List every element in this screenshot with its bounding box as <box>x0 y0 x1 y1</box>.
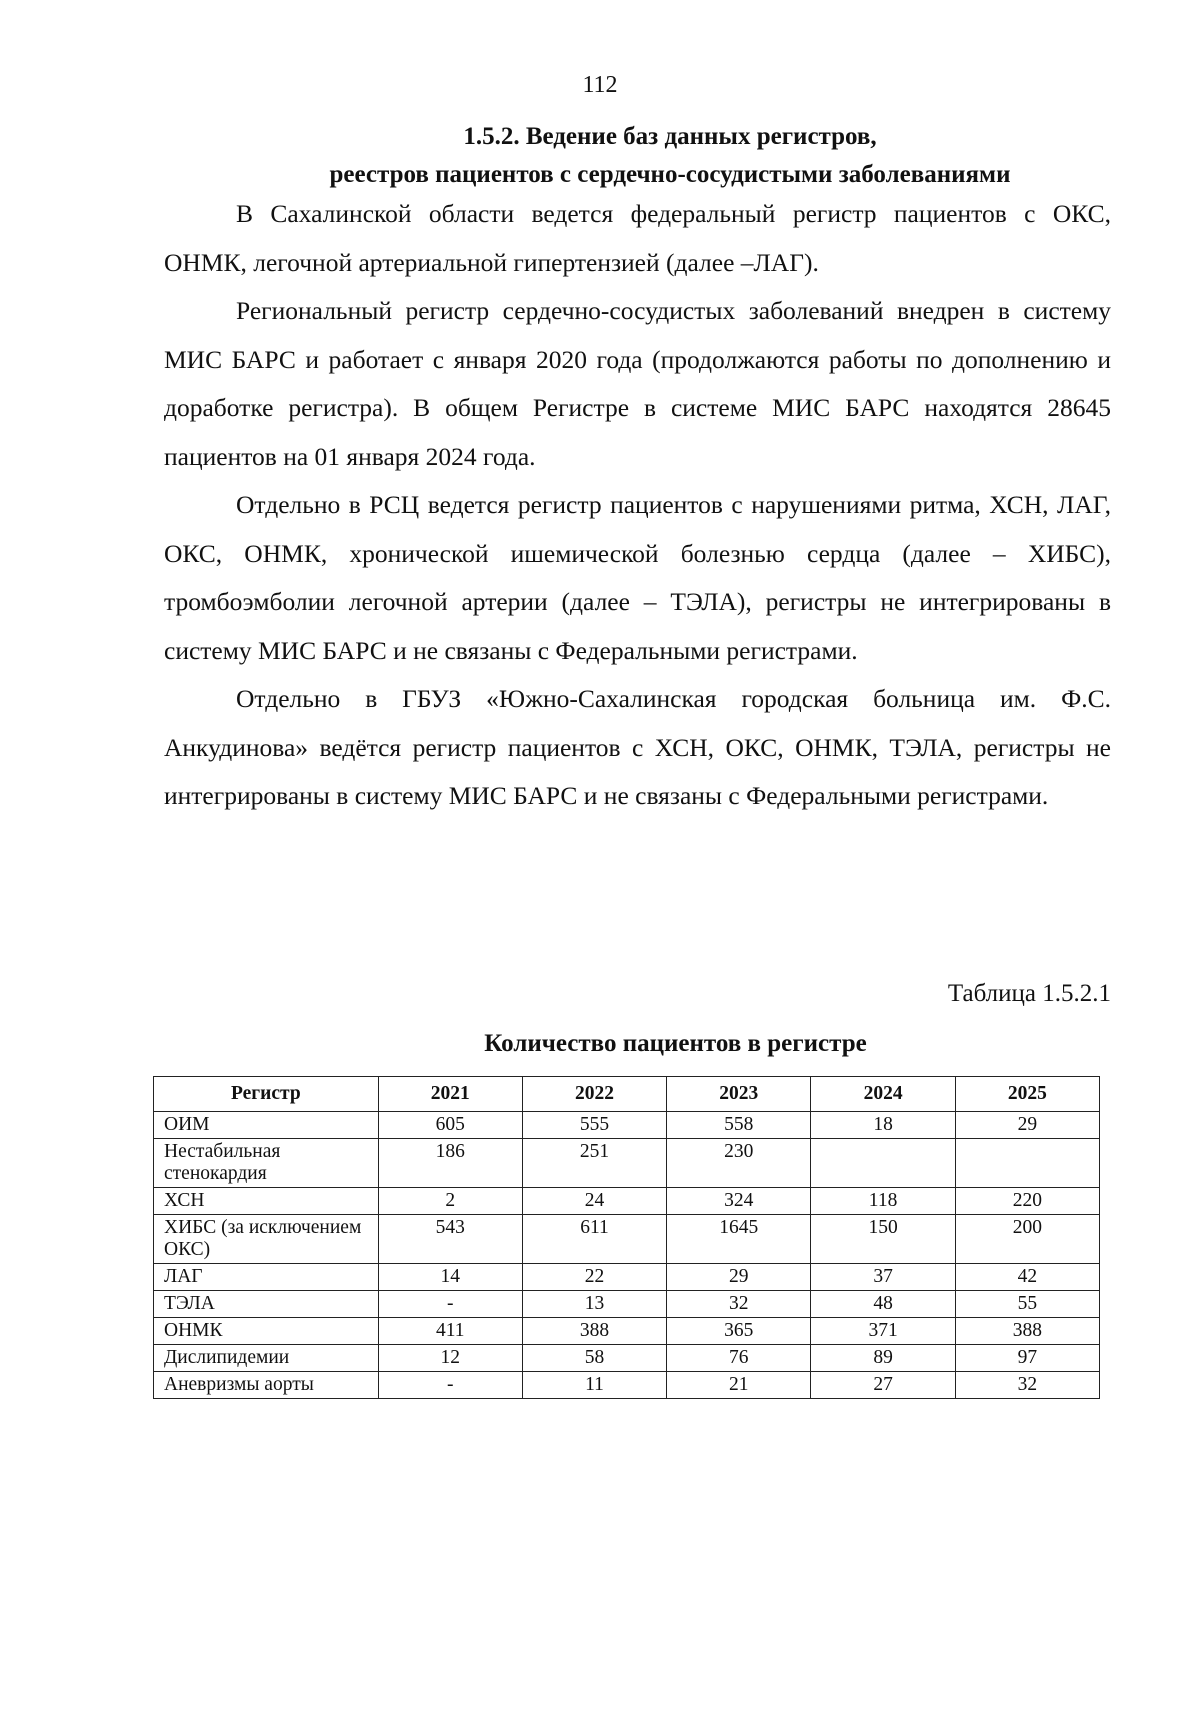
table-row <box>154 1139 1100 1188</box>
cell-2024: 371 <box>811 1318 955 1345</box>
cell-2024: 37 <box>811 1264 955 1291</box>
cell-registry: ХСН <box>154 1188 379 1215</box>
cell-2022: 11 <box>522 1372 666 1399</box>
cell-registry: ХИБС (за исключением ОКС) <box>154 1215 379 1264</box>
table-row <box>154 1318 1100 1345</box>
header-2021: 2021 <box>378 1077 522 1112</box>
cell-2022: 611 <box>522 1215 666 1264</box>
cell-2025: 220 <box>955 1188 1099 1215</box>
header-2024: 2024 <box>811 1077 955 1112</box>
section-heading-line-2: реестров пациентов с сердечно-сосудистыми заболеваниями <box>329 161 1011 188</box>
cell-2022: 251 <box>522 1139 666 1188</box>
cell-2025: 29 <box>955 1112 1099 1139</box>
cell-2023: 76 <box>667 1345 811 1372</box>
cell-2023: 365 <box>667 1318 811 1345</box>
cell-2025: 388 <box>955 1318 1099 1345</box>
cell-2025: 97 <box>955 1345 1099 1372</box>
cell-2024: 150 <box>811 1215 955 1264</box>
table-row <box>154 1264 1100 1291</box>
cell-2021: 12 <box>378 1345 522 1372</box>
cell-registry: Аневризмы аорты <box>154 1372 379 1399</box>
cell-2025 <box>955 1139 1099 1188</box>
cell-2023: 29 <box>667 1264 811 1291</box>
cell-2021: 543 <box>378 1215 522 1264</box>
cell-2022: 22 <box>522 1264 666 1291</box>
cell-2023: 324 <box>667 1188 811 1215</box>
paragraph-1: В Сахалинской области ведется федеральный регистр пациентов с ОКС, ОНМК, легочной артериальной гипертензией (далее –ЛАГ). <box>164 199 1111 277</box>
paragraph-4: Отдельно в ГБУЗ «Южно-Сахалинская городская больница им. Ф.С. Анкудинова» ведётся регистр пациентов с ХСН, ОКС, ОНМК, ТЭЛА, регистры не интегрированы в систему МИС БАРС и не связаны с Федеральными регистрами. <box>164 684 1111 810</box>
cell-2022: 58 <box>522 1345 666 1372</box>
cell-2024 <box>811 1139 955 1188</box>
cell-2023: 32 <box>667 1291 811 1318</box>
table-row <box>154 1291 1100 1318</box>
cell-2025: 42 <box>955 1264 1099 1291</box>
body-text <box>164 190 1111 821</box>
cell-registry: Дислипидемии <box>154 1345 379 1372</box>
cell-2022: 13 <box>522 1291 666 1318</box>
cell-2024: 118 <box>811 1188 955 1215</box>
cell-2023: 1645 <box>667 1215 811 1264</box>
header-2025: 2025 <box>955 1077 1099 1112</box>
table-row <box>154 1372 1100 1399</box>
cell-2022: 388 <box>522 1318 666 1345</box>
page-number: 112 <box>582 72 618 98</box>
cell-2025: 32 <box>955 1372 1099 1399</box>
cell-2025: 200 <box>955 1215 1099 1264</box>
header-registry: Регистр <box>154 1077 379 1112</box>
cell-2021: 2 <box>378 1188 522 1215</box>
cell-2021: 14 <box>378 1264 522 1291</box>
paragraph-2: Региональный регистр сердечно-сосудистых заболеваний внедрен в систему МИС БАРС и работает с января 2020 года (продолжаются работы по дополнению и доработке регистра). В общем Регистре в системе МИС БАРС находятся 28645 пациентов на 01 января 2024 года. <box>164 296 1111 471</box>
table-header-row <box>154 1077 1100 1112</box>
cell-2021: 411 <box>378 1318 522 1345</box>
patients-registry-table <box>153 1076 1100 1399</box>
table-row <box>154 1188 1100 1215</box>
cell-2023: 230 <box>667 1139 811 1188</box>
cell-2021: 186 <box>378 1139 522 1188</box>
cell-2024: 89 <box>811 1345 955 1372</box>
cell-2022: 24 <box>522 1188 666 1215</box>
header-2022: 2022 <box>522 1077 666 1112</box>
paragraph-3: Отдельно в РСЦ ведется регистр пациентов с нарушениями ритма, ХСН, ЛАГ, ОКС, ОНМК, хронической ишемической болезнью сердца (далее – ХИБС), тромбоэмболии легочной артерии (далее – ТЭЛА), регистры не интегрированы в систему МИС БАРС и не связаны с Федеральными регистрами. <box>164 490 1111 665</box>
section-heading-line-1: 1.5.2. Ведение баз данных регистров, <box>463 123 877 150</box>
cell-registry: ЛАГ <box>154 1264 379 1291</box>
cell-2021: - <box>378 1372 522 1399</box>
table-row <box>154 1345 1100 1372</box>
header-2023: 2023 <box>667 1077 811 1112</box>
cell-2021: 605 <box>378 1112 522 1139</box>
table-title: Количество пациентов в регистре <box>484 1030 867 1057</box>
cell-2024: 18 <box>811 1112 955 1139</box>
table-row <box>154 1215 1100 1264</box>
cell-2023: 21 <box>667 1372 811 1399</box>
section-heading <box>220 118 1120 194</box>
cell-2024: 48 <box>811 1291 955 1318</box>
cell-registry: ОНМК <box>154 1318 379 1345</box>
cell-registry: ТЭЛА <box>154 1291 379 1318</box>
cell-registry: Нестабильная стенокардия <box>154 1139 379 1188</box>
cell-2021: - <box>378 1291 522 1318</box>
cell-registry: ОИМ <box>154 1112 379 1139</box>
cell-2024: 27 <box>811 1372 955 1399</box>
cell-2022: 555 <box>522 1112 666 1139</box>
table-row <box>154 1112 1100 1139</box>
cell-2023: 558 <box>667 1112 811 1139</box>
cell-2025: 55 <box>955 1291 1099 1318</box>
table-caption: Таблица 1.5.2.1 <box>947 980 1111 1007</box>
